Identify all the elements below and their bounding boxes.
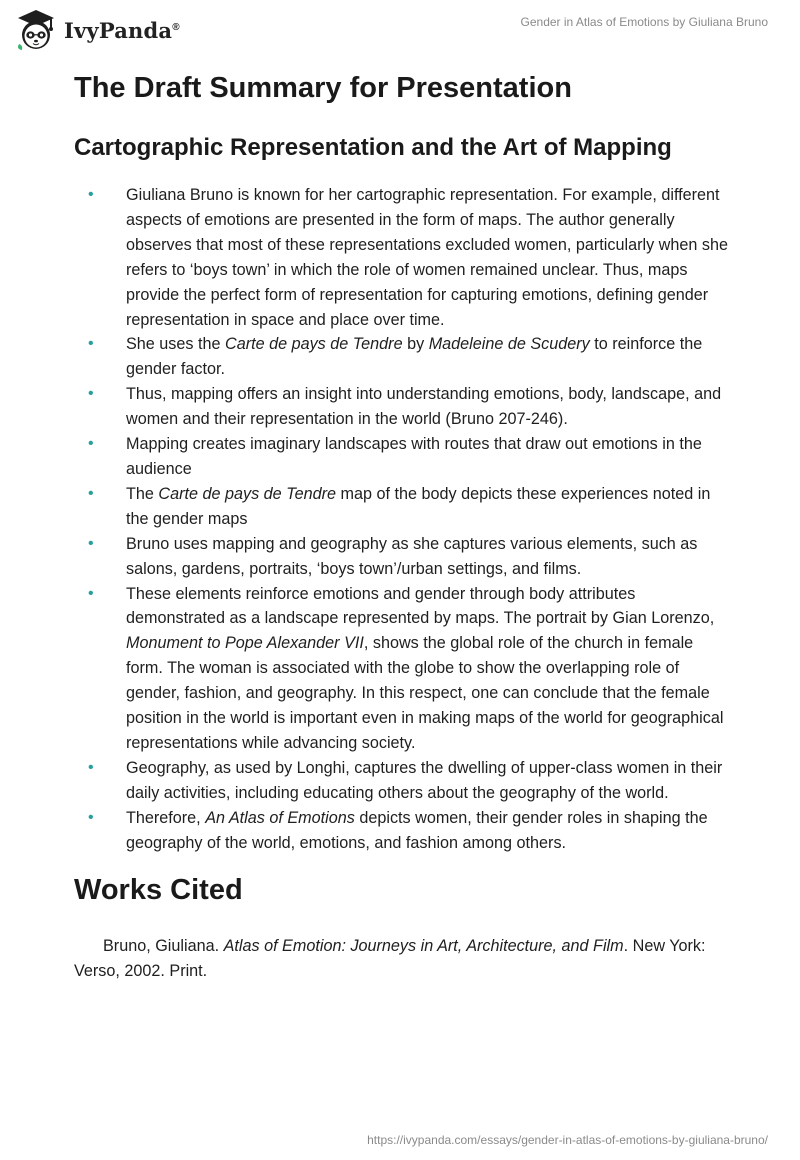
section-heading: Cartographic Representation and the Art of Mapping (74, 134, 672, 161)
text-run: She uses the (126, 335, 225, 354)
italic-title-text: Monument to Pope Alexander VII (126, 634, 364, 653)
bullet-dot-icon: • (88, 808, 94, 826)
logo-wordmark: IvyPanda® (64, 17, 180, 43)
text-run: map of the body depicts these experiences noted in the gender maps (126, 484, 711, 528)
bullet-dot-icon: • (88, 335, 94, 353)
text-run: Bruno, Giuliana. (103, 937, 224, 955)
bullet-item (74, 183, 734, 332)
bullet-item (74, 532, 734, 582)
text-run: Giuliana Bruno is known for her cartographic representation. For example, different aspects of emotions are presented in the form of maps. The author generally observes that most of these representations excluded women, particularly when she refers to ‘boys town’ in which the role of women remained unclear. Thus, maps provide the perfect form of representation for capturing emotions, defining gender representation in space and place over time. (126, 186, 728, 329)
bullet-item (74, 332, 734, 382)
text-run: These elements reinforce emotions and gender through body attributes demonstrated as a landscape represented by maps. The portrait by Gian Lorenzo, (126, 584, 715, 628)
works-cited-heading: Works Cited (74, 874, 243, 906)
text-run: by (402, 335, 429, 354)
bullet-dot-icon: • (88, 534, 94, 552)
italic-title-text: Carte de pays de Tendre (225, 335, 403, 354)
citation-entry (74, 934, 714, 984)
text-run: Mapping creates imaginary landscapes with routes that draw out emotions in the audience (126, 435, 702, 478)
bullet-item (74, 482, 734, 532)
text-run: , shows the global role of the church in female form. The woman is associated with the globe to show the overlapping role of gender, fashion, and geography. In this respect, one can conclude that the female position in the world is important even in making maps of the world for geographical representations while advancing society. (126, 634, 724, 752)
text-run: Thus, mapping offers an insight into understanding emotions, body, landscape, and women and their representation in the world (Bruno 207-246). (126, 385, 722, 429)
bullet-item (74, 756, 734, 806)
bullet-list (74, 183, 734, 855)
bullet-item (74, 582, 734, 756)
text-run: Geography, as used by Longhi, captures the dwelling of upper-class women in their daily activities, including educating others about the geography of the world. (126, 758, 723, 802)
italic-title-text: Carte de pays de Tendre (158, 484, 336, 503)
footer-source-url[interactable]: https://ivypanda.com/essays/gender-in-atlas-of-emotions-by-giuliana-bruno/ (367, 1133, 768, 1147)
bullet-dot-icon: • (88, 584, 94, 602)
bullet-dot-icon: • (88, 435, 94, 453)
italic-title-text: Madeleine de Scudery (428, 335, 590, 354)
ivypanda-logo[interactable] (14, 8, 180, 52)
bullet-item (74, 432, 734, 482)
bullet-dot-icon: • (88, 385, 94, 403)
text-run: to reinforce the gender factor. (126, 335, 703, 379)
text-run: Therefore, (126, 808, 206, 827)
italic-title-text: An Atlas of Emotions (205, 808, 355, 827)
bullet-dot-icon: • (88, 758, 94, 776)
page-header (0, 0, 800, 60)
panda-mascot-icon (14, 8, 58, 52)
bullet-item (74, 806, 734, 856)
bullet-dot-icon: • (88, 186, 94, 203)
bullet-item (74, 382, 734, 432)
header-document-title: Gender in Atlas of Emotions by Giuliana Bruno (520, 15, 768, 29)
italic-title-text: Atlas of Emotion: Journeys in Art, Architecture, and Film (223, 937, 624, 955)
page-title: The Draft Summary for Presentation (74, 72, 572, 104)
text-run: The (126, 484, 159, 503)
text-run: . New York: Verso, 2002. Print. (74, 937, 706, 980)
text-run: Bruno uses mapping and geography as she captures various elements, such as salons, gardens, portraits, ‘boys town’/urban settings, and films. (126, 534, 698, 578)
text-run: depicts women, their gender roles in shaping the geography of the world, emotions, and fashion among others. (126, 808, 708, 852)
bullet-dot-icon: • (88, 484, 94, 502)
